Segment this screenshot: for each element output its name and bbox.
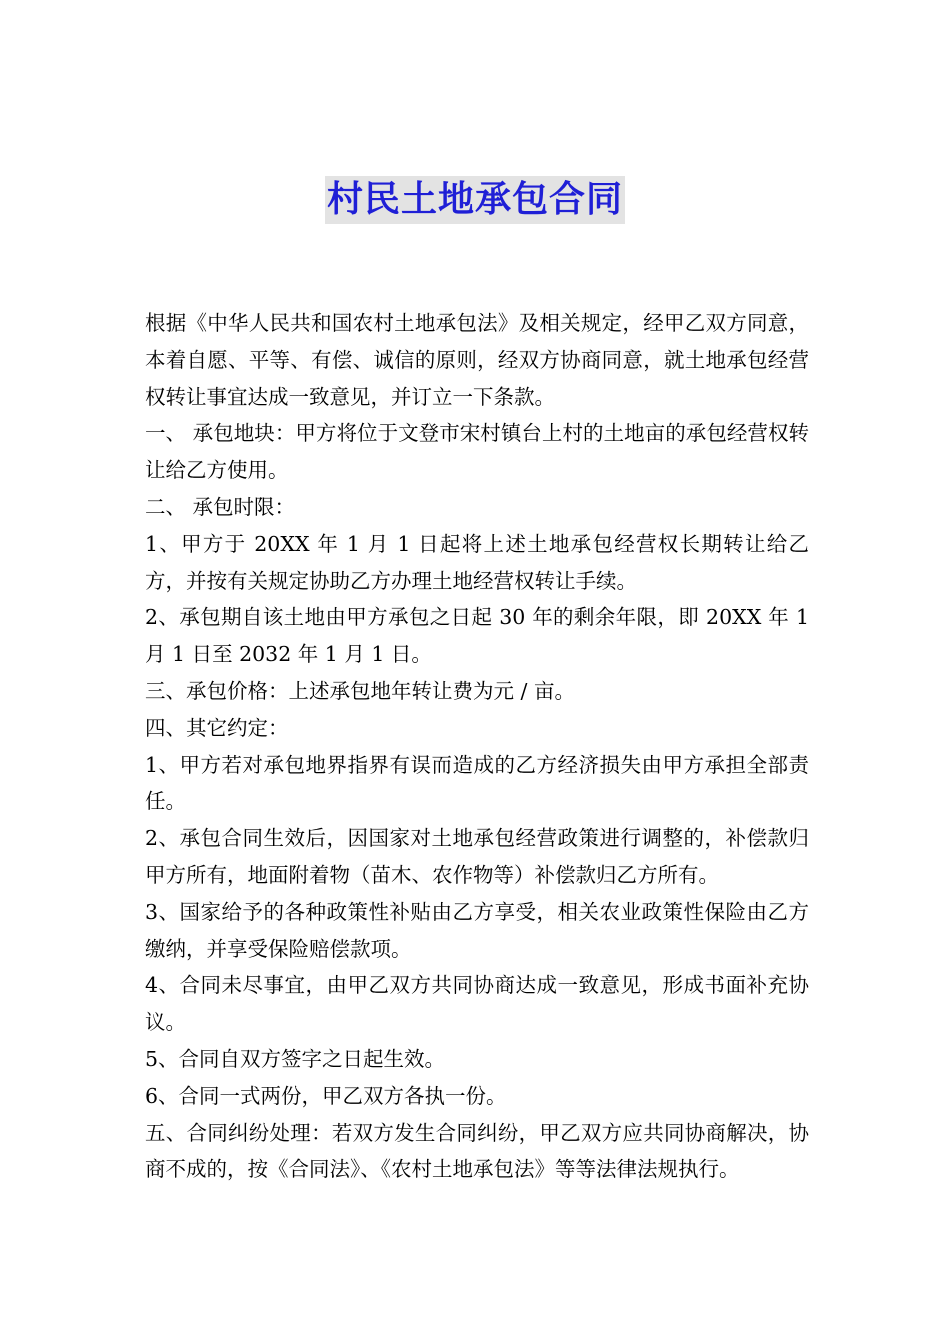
title-container bbox=[0, 176, 950, 224]
paragraph-section-4-item-5: 5、合同自双方签字之日起生效。 bbox=[145, 1046, 446, 1071]
paragraph-preamble: 根据《中华人民共和国农村土地承包法》及相关规定，经甲乙双方同意，本着自愿、平等、有偿、诚信的原则，经双方协商同意，就土地承包经营权转让事宜达成一致意见，并订立一下条款。 bbox=[145, 311, 809, 409]
document-body bbox=[145, 305, 809, 1188]
paragraph-section-4-heading: 四、其它约定： bbox=[145, 715, 289, 740]
paragraph-section-2-heading: 二、 承包时限： bbox=[145, 494, 296, 519]
document-title: 村民土地承包合同 bbox=[325, 176, 625, 224]
paragraph-section-5: 五、合同纠纷处理：若双方发生合同纠纷，甲乙双方应共同协商解决，协商不成的，按《合同法》、《农村土地承包法》等等法律法规执行。 bbox=[145, 1120, 809, 1182]
paragraph-section-4-item-6: 6、合同一式两份，甲乙双方各执一份。 bbox=[145, 1083, 507, 1108]
paragraph-section-4-item-3: 3、国家给予的各种政策性补贴由乙方享受，相关农业政策性保险由乙方缴纳，并享受保险赔偿款项。 bbox=[145, 899, 809, 961]
paragraph-section-4-item-4: 4、合同未尽事宜，由甲乙双方共同协商达成一致意见，形成书面补充协议。 bbox=[145, 973, 809, 1035]
paragraph-section-4-item-1: 1、甲方若对承包地界指界有误而造成的乙方经济损失由甲方承担全部责任。 bbox=[145, 752, 809, 814]
paragraph-section-2-item-2: 2、承包期自该土地由甲方承包之日起 30 年的剩余年限，即 20XX 年 1 月 1 日至 2032 年 1 月 1 日。 bbox=[145, 605, 809, 667]
paragraph-section-1: 一、 承包地块：甲方将位于文登市宋村镇台上村的土地亩的承包经营权转让给乙方使用。 bbox=[145, 421, 809, 483]
paragraph-section-3: 三、承包价格：上述承包地年转让费为元 / 亩。 bbox=[145, 678, 575, 703]
paragraph-section-2-item-1: 1、甲方于 20XX 年 1 月 1 日起将上述土地承包经营权长期转让给乙方，并按有关规定协助乙方办理土地经营权转让手续。 bbox=[145, 531, 809, 593]
paragraph-section-4-item-2: 2、承包合同生效后，因国家对土地承包经营政策进行调整的，补偿款归甲方所有，地面附着物（苗木、农作物等）补偿款归乙方所有。 bbox=[145, 826, 809, 887]
